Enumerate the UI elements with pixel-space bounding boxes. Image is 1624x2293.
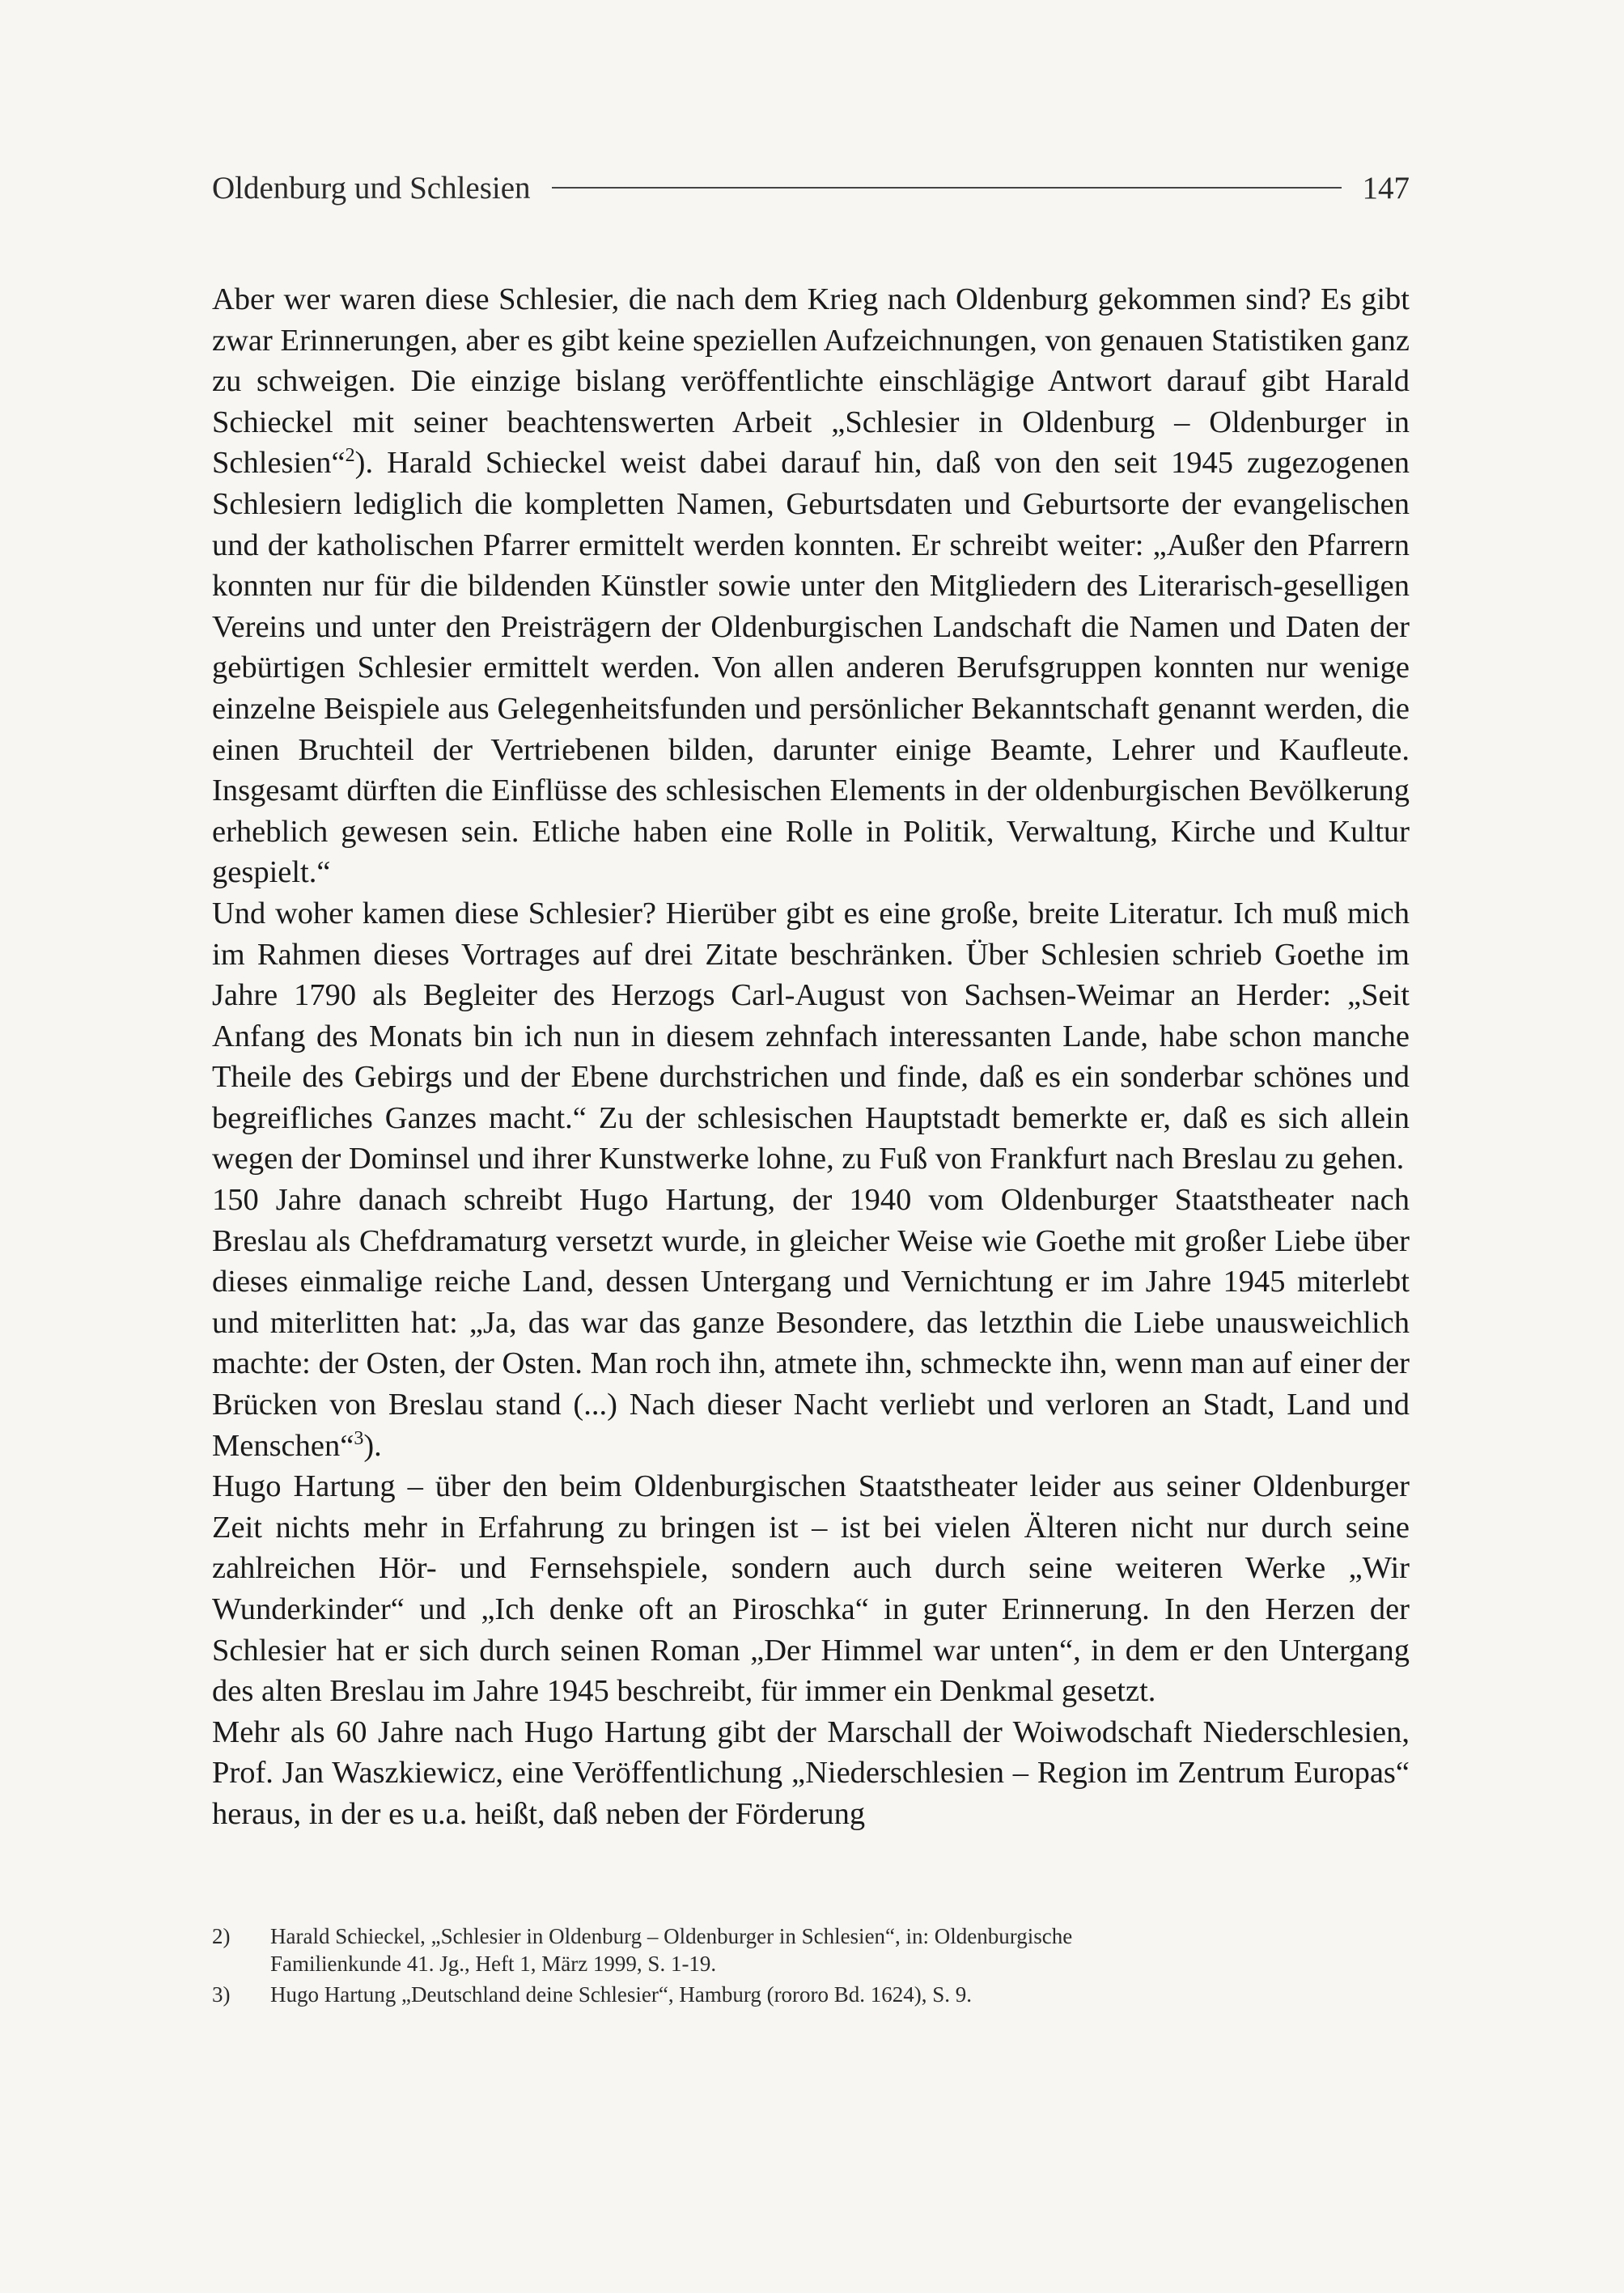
paragraph-5: Mehr als 60 Jahre nach Hugo Hartung gibt der Marschall der Woiwodschaft Niederschlesien, Prof. Jan Waszkiewicz, eine Veröffentlichung „Niederschlesien – Region im Zentrum Europas“ heraus, in der es u.a. heißt, daß neben der Förderung — [212, 1714, 1410, 1831]
paragraph-3 — [212, 1180, 1410, 1466]
footnote-text: Hugo Hartung „Deutschland deine Schlesier“, Hamburg (rororo Bd. 1624), S. 9. — [270, 1981, 973, 2007]
paragraph-3-text-b: ). — [363, 1428, 382, 1463]
footnote-number: 2) — [212, 1923, 231, 1948]
footnote-number: 3) — [212, 1981, 231, 2007]
document-page — [212, 170, 1410, 2011]
paragraph-2: Und woher kamen diese Schlesier? Hierüber gibt es eine große, breite Literatur. Ich muß mich im Rahmen dieses Vortrages auf drei Zitate beschränken. Über Schlesien schrieb Goethe im Jahre 1790 als Begleiter des Herzogs Carl-August von Sachsen-Weimar an Herder: „Seit Anfang des Monats bin ich nun in diesem zehnfach interessanten Lande, habe schon manche Theile des Gebirgs und der Ebene durchstrichen und finde, daß es ein sonderbar schönes und begreifliches Ganzes macht.“ Zu der schlesischen Hauptstadt bemerkte er, daß es sich allein wegen der Dominsel und ihrer Kunstwerke lohne, zu Fuß von Frankfurt nach Breslau zu gehen. — [212, 896, 1410, 1176]
running-header — [212, 170, 1410, 206]
paragraph-1 — [212, 279, 1410, 893]
body-text — [212, 279, 1410, 1835]
paragraph-4: Hugo Hartung – über den beim Oldenburgischen Staatstheater leider aus seiner Oldenburger Zeit nichts mehr in Erfahrung zu bringen ist – ist bei vielen Älteren nicht nur durch seine zahlreichen Hör- und Fernsehspiele, sondern auch durch seine weiteren Werke „Wir Wunderkinder“ und „Ich denke oft an Piroschka“ in guter Erinnerung. In den Herzen der Schlesier hat er sich durch seinen Roman „Der Himmel war unten“, in dem er den Untergang des alten Breslau im Jahre 1945 beschreibt, für immer ein Denkmal gesetzt. — [212, 1469, 1410, 1709]
footnote-2 — [212, 1922, 1410, 1977]
paragraph-1-text-b: ). Harald Schieckel weist dabei darauf hin, daß von den seit 1945 zugezogenen Schlesiern lediglich die kompletten Namen, Geburtsdaten und Geburtsorte der evangelischen und der katholischen Pfarrer ermittelt werden konnten. Er schreibt weiter: „Außer den Pfarrern konnten nur für die bildenden Künstler sowie unter den Mitgliedern des Literarisch-geselligen Vereins und unter den Preisträgern der Oldenburgischen Landschaft die Namen und Daten der gebürtigen Schlesier ermittelt werden. Von allen anderen Berufsgruppen konnten nur wenige einzelne Beispiele aus Gelegenheitsfunden und persönlicher Bekanntschaft genannt werden, die einen Bruchteil der Vertriebenen bilden, darunter einige Beamte, Lehrer und Kaufleute. Insgesamt dürften die Einflüsse des schlesischen Elements in der oldenburgischen Bevölkerung erheblich gewesen sein. Etliche haben eine Rolle in Politik, Verwaltung, Kirche und Kultur gespielt.“ — [212, 446, 1410, 890]
footnote-3 — [212, 1981, 1410, 2008]
footnote-text: Harald Schieckel, „Schlesier in Oldenburg – Oldenburger in Schlesien“, in: Oldenburgische Familienkunde 41. Jg., Heft 1, März 1999, S. 1-19. — [270, 1923, 1073, 1976]
footnotes — [212, 1922, 1410, 2008]
page-number: 147 — [1362, 171, 1410, 206]
running-header-title: Oldenburg und Schlesien — [212, 171, 531, 206]
footnote-ref-3: 3 — [354, 1427, 364, 1449]
paragraph-3-text-a: 150 Jahre danach schreibt Hugo Hartung, der 1940 vom Oldenburger Staatstheater nach Breslau als Chefdramaturg versetzt wurde, in gleicher Weise wie Goethe mit großer Liebe über dieses einmalige reiche Land, dessen Untergang und Vernichtung er im Jahre 1945 miterlebt und miterlitten hat: „Ja, das war das ganze Besondere, das letzthin die Liebe unausweichlich machte: der Osten, der Osten. Man roch ihn, atmete ihn, schmeckte ihn, wenn man auf einer der Brücken von Breslau stand (...) Nach dieser Nacht verliebt und verloren an Stadt, Land und Menschen“ — [212, 1183, 1410, 1463]
paragraph-1-text-a: Aber wer waren diese Schlesier, die nach dem Krieg nach Oldenburg gekommen sind? Es gibt zwar Erinnerungen, aber es gibt keine speziellen Aufzeichnungen, von genauen Statistiken ganz zu schweigen. Die einzige bislang veröffentlichte einschlägige Antwort darauf gibt Harald Schieckel mit seiner beachtenswerten Arbeit „Schlesier in Oldenburg – Oldenburger in Schlesien“ — [212, 282, 1410, 481]
footnote-ref-2: 2 — [345, 445, 355, 467]
header-rule — [552, 187, 1342, 189]
